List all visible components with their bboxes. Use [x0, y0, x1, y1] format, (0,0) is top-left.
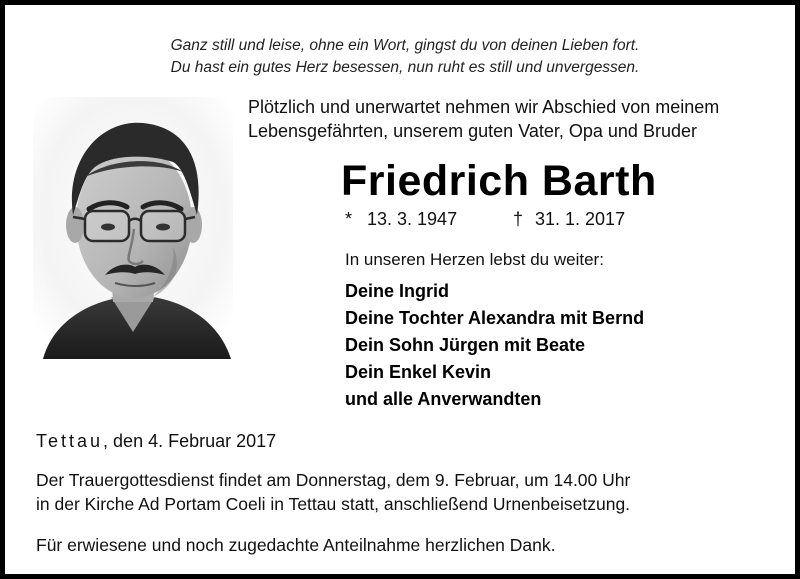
- place-and-date: [36, 429, 276, 453]
- place-date-text: , den 4. Februar 2017: [103, 431, 277, 451]
- birth-date: 13. 3. 1947: [367, 209, 458, 229]
- place-city: Tettau: [36, 431, 104, 451]
- portrait-photo: [33, 97, 233, 359]
- thanks-line: Für erwiesene und noch zugedachte Anteilnahme herzlichen Dank.: [36, 535, 556, 555]
- mourner-item: und alle Anverwandten: [345, 389, 542, 409]
- deceased-name: Friedrich Barth: [341, 157, 657, 205]
- mourner-item: Deine Ingrid: [345, 281, 450, 301]
- hearts-line: In unseren Herzen lebst du weiter:: [345, 250, 604, 269]
- poem-line-2: Du hast ein gutes Herz besessen, nun ruht es still und unvergessen.: [170, 59, 640, 76]
- mourner-item: Dein Sohn Jürgen mit Beate: [345, 335, 586, 355]
- service-line-1: Der Trauergottesdienst findet am Donnerstag, dem 9. Februar, um 14.00 Uhr: [36, 470, 631, 490]
- mourners-list: [345, 278, 644, 413]
- intro-line-2: Lebensgefährten, unserem guten Vater, Opa und Bruder: [248, 121, 697, 141]
- service-line-2: in der Kirche Ad Portam Coeli in Tettau statt, anschließend Urnenbeisetzung.: [36, 494, 631, 514]
- poem-line-1: Ganz still und leise, ohne ein Wort, gingst du von deinen Lieben fort.: [170, 37, 640, 54]
- mourner-item: Dein Enkel Kevin: [345, 362, 492, 382]
- birth-symbol: *: [345, 209, 353, 229]
- mourner-item: Deine Tochter Alexandra mit Bernd: [345, 308, 645, 328]
- death-symbol: †: [513, 209, 524, 229]
- intro-line-1: Plötzlich und unerwartet nehmen wir Abschied von meinem: [248, 97, 720, 117]
- death-date: 31. 1. 2017: [535, 209, 626, 229]
